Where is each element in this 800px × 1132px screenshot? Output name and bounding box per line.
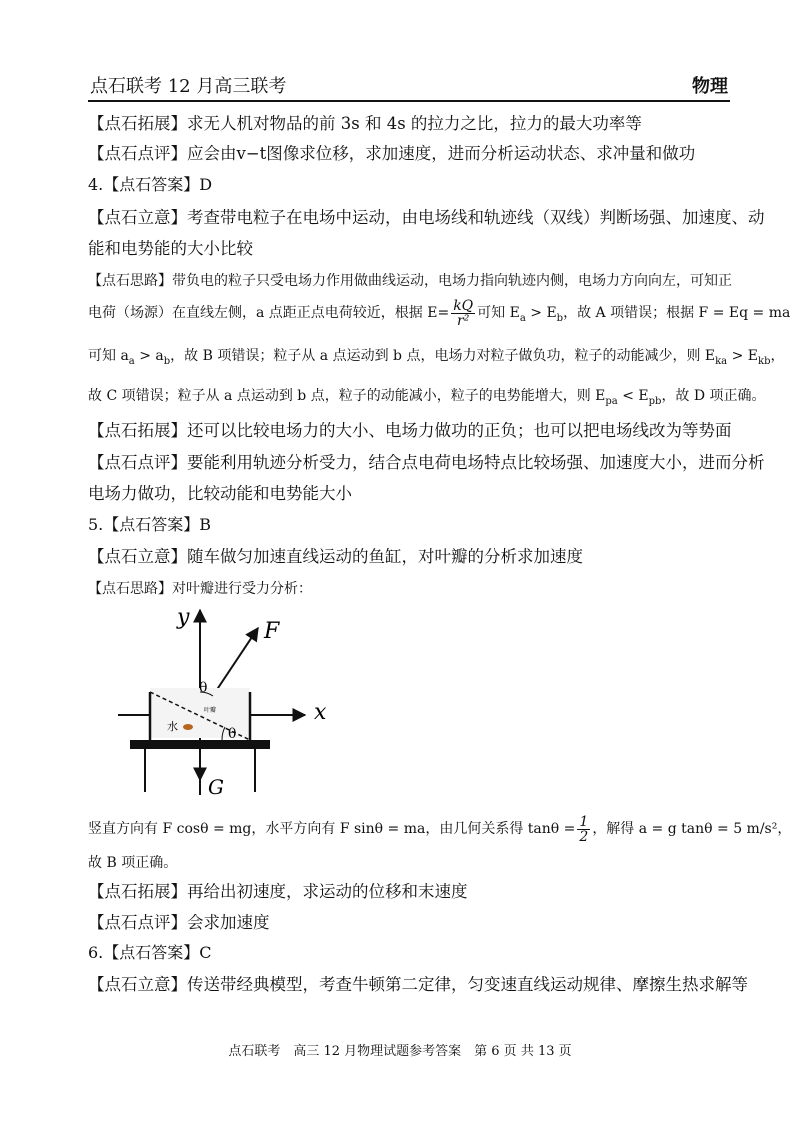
subscript: pb [648, 395, 662, 407]
text-segment: ，故 D 项正确。 [661, 388, 766, 404]
fraction-numerator: 1 [579, 813, 589, 830]
subscript: b [163, 355, 171, 367]
text-segment: > a [134, 348, 164, 364]
text-segment: < E [617, 388, 649, 404]
subscript: a [519, 312, 526, 324]
header-divider [88, 100, 730, 102]
leaf [183, 724, 193, 730]
text-line: 【点石拓展】再给出初速度，求运动的位移和末速度 [88, 882, 468, 901]
formula-line: 可知 $a_a > a_b$，故 B 项错误；粒子从 a 点运动到 b 点，电场力对粒子做负功，粒子的动能减少，则 $E_{ka} > E_{kb}$， [88, 348, 785, 367]
text-line: 【点石点评】会求加速度 [88, 913, 270, 932]
text-line: 故 B 项正确。 [88, 855, 178, 871]
fraction-denominator: r² [457, 312, 470, 329]
fraction-numerator: kQ [453, 297, 474, 314]
text-line: 【点石思路】对叶瓣进行受力分析： [88, 581, 312, 597]
force-diagram [100, 600, 360, 800]
theta-label: θ [199, 680, 208, 696]
text-segment: > E [525, 305, 557, 321]
axis-y-label: y [177, 605, 190, 630]
text-line: 电场力做功，比较动能和电势能大小 [88, 484, 352, 503]
axis-x-label: x [314, 700, 327, 725]
question-number: 6.【点石答案】C [88, 943, 212, 962]
text-segment: ，解得 a = g tanθ = 5 m/s²， [592, 821, 792, 837]
header-subject: 物理 [692, 76, 728, 97]
subscript: a [128, 355, 135, 367]
table-top [130, 740, 270, 749]
header-title: 点石联考 12 月高三联考 [90, 76, 287, 97]
text-segment: 电荷（场源）在直线左侧，a 点距正点电荷较近，根据 E= [88, 305, 450, 321]
subscript: ka [715, 355, 728, 367]
leaf-label: 叶瓣 [204, 707, 217, 714]
text-line: 【点石立意】随车做匀加速直线运动的鱼缸，对叶瓣的分析求加速度 [88, 547, 583, 566]
question-number: 4.【点石答案】D [88, 175, 213, 194]
fraction-kq-r2 [451, 299, 475, 328]
formula-line [88, 812, 791, 846]
text-segment: 竖直方向有 F cosθ = mg，水平方向有 F sinθ = ma，由几何关系得 tanθ = [88, 821, 576, 837]
text-line: 【点石拓展】求无人机对物品的前 3s 和 4s 的拉力之比，拉力的最大功率等 [88, 114, 642, 133]
formula-line [88, 385, 766, 413]
force-f-label: F [264, 619, 280, 644]
text-line: 【点石点评】要能利用轨迹分析受力，结合点电荷电场特点比较场强、加速度大小，进而分析 [88, 453, 765, 472]
formula-line [88, 298, 790, 334]
text-line: 【点石思路】带负电的粒子只受电场力作用做曲线运动，电场力指向轨迹内侧，电场力方向向左，可知正 [88, 273, 732, 289]
fraction-denominator: 2 [579, 828, 589, 845]
text-line: 能和电势能的大小比较 [88, 239, 253, 258]
page-footer: 点石联考 高三 12 月物理试题参考答案 第 6 页 共 13 页 [228, 1044, 572, 1059]
text-segment: > E [727, 348, 759, 364]
fraction-one-half [577, 815, 590, 844]
question-number: 5.【点石答案】B [88, 515, 212, 534]
text-segment: 可知 E [477, 305, 520, 321]
water-label: 水 [167, 720, 178, 733]
subscript: pa [605, 395, 618, 407]
text-segment: 故 C 项错误；粒子从 a 点运动到 b 点，粒子的动能减小，粒子的电势能增大，则 E [88, 388, 606, 404]
subscript: b [556, 312, 564, 324]
page-header [90, 72, 728, 96]
subscript: kb [758, 355, 771, 367]
theta-label: θ [228, 726, 237, 742]
force-g-label: G [208, 775, 224, 799]
text-line: 【点石立意】传送带经典模型，考查牛顿第二定律，匀变速直线运动规律、摩擦生热求解等 [88, 975, 748, 994]
text-line: 【点石拓展】还可以比较电场力的大小、电场力做功的正负；也可以把电场线改为等势面 [88, 421, 732, 440]
text-segment: ，故 B 项错误；粒子从 a 点运动到 b 点，电场力对粒子做负功，粒子的动能减少，则 E [170, 348, 716, 364]
text-segment: 可知 a [88, 348, 129, 364]
text-segment: ，故 A 项错误；根据 F = Eq = ma [563, 305, 791, 321]
text-line: 【点石立意】考查带电粒子在电场中运动，由电场线和轨迹线（双线）判断场强、加速度、动 [88, 208, 765, 227]
text-line: 【点石点评】应会由v−t图像求位移，求加速度，进而分析运动状态、求冲量和做功 [88, 144, 696, 163]
